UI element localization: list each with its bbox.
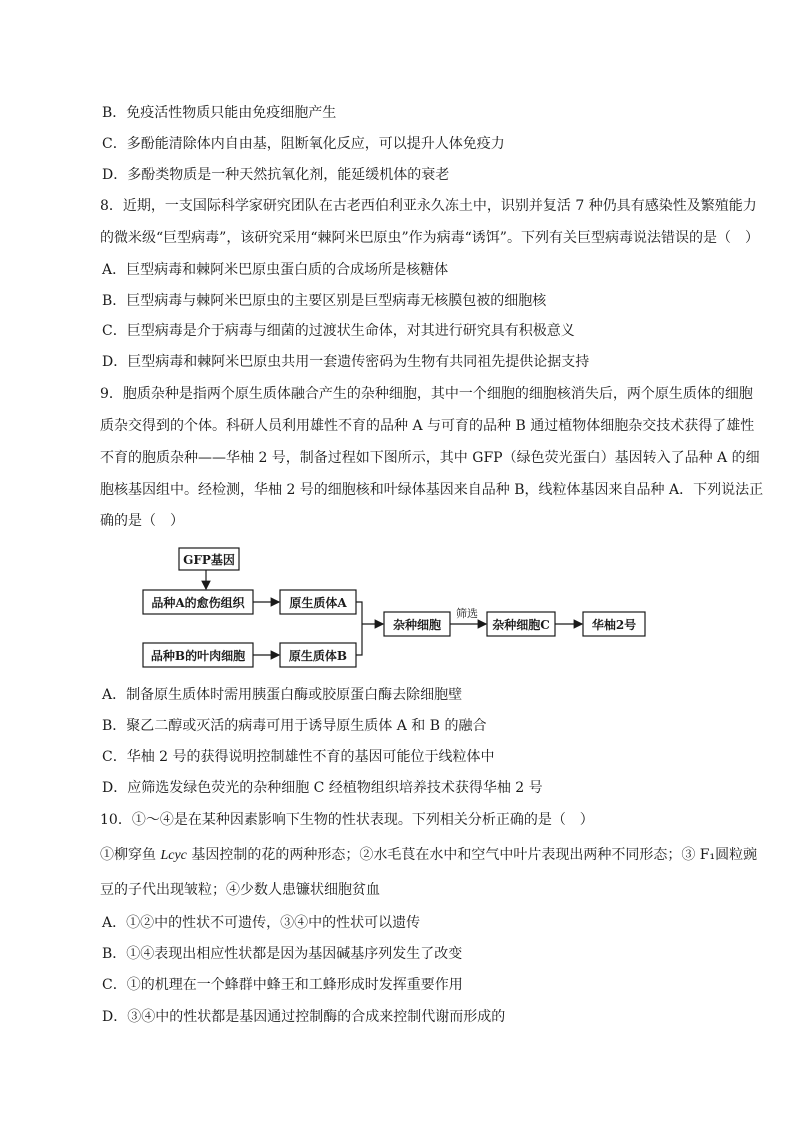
q10-gene-lcyc: Lcyc (160, 848, 187, 863)
q10-option-a: A．①②中的性状不可遗传，③④中的性状可以遗传 (102, 915, 421, 931)
q8-option-c: C．巨型病毒是介于病毒与细菌的过渡状生命体，对其进行研究具有积极意义 (102, 323, 575, 339)
q10-trait-rest: 基因控制的花的两种形态；②水毛茛在水中和空气中叶片表现出两种不同形态；③ F₁圆粒豌 (186, 847, 758, 863)
q10-traits-line2: 豆的子代出现皱粒；④少数人患镰状细胞贫血 (100, 882, 380, 898)
q10-option-b: B．①④表现出相应性状都是因为基因碱基序列发生了改变 (102, 946, 463, 962)
hybrid-cell-label: 杂种细胞 (392, 618, 442, 632)
q9-option-c: C．华柚 2 号的获得说明控制雄性不育的基因可能位于线粒体中 (102, 749, 495, 765)
q7-option-b: B．免疫活性物质只能由免疫细胞产生 (102, 105, 337, 121)
q10-option-d: D．③④中的性状都是基因通过控制酶的合成来控制代谢而形成的 (102, 1009, 506, 1025)
q8-option-a: A．巨型病毒和棘阿米巴原虫蛋白质的合成场所是核糖体 (102, 262, 449, 278)
screen-label: 筛选 (456, 607, 478, 620)
q9-option-b: B．聚乙二醇或灭活的病毒可用于诱导原生质体 A 和 B 的融合 (102, 718, 487, 734)
q9-flow-diagram (140, 540, 660, 674)
q9-stem-line4: 胞核基因组中。经检测，华柚 2 号的细胞核和叶绿体基因来自品种 B，线粒体基因来自品种 A．下列说法正 (100, 482, 764, 498)
protoplast-a-label: 原生质体A (289, 596, 347, 610)
gfp-gene-label: GFP基因 (183, 553, 235, 567)
q9-stem-line1: 9．胞质杂种是指两个原生质体融合产生的杂种细胞，其中一个细胞的细胞核消失后，两个原生质体的细胞 (100, 386, 753, 402)
q10-option-c: C．①的机理在一个蜂群中蜂王和工蜂形成时发挥重要作用 (102, 977, 463, 993)
leaf-cell-label: 品种B的叶肉细胞 (150, 649, 246, 663)
q9-stem-line2: 质杂交得到的个体。科研人员利用雄性不育的品种 A 与可育的品种 B 通过植物体细胞杂交技术获得了雄性 (100, 418, 755, 434)
q10-stem: 10．①～④是在某种因素影响下生物的性状表现。下列相关分析正确的是（ ） (100, 812, 594, 828)
bracket-protoplasts (356, 602, 362, 655)
q10-trait1-prefix: ①柳穿鱼 (100, 847, 161, 863)
q9-option-a: A．制备原生质体时需用胰蛋白酶或胶原蛋白酶去除细胞壁 (102, 687, 463, 703)
q9-option-d: D．应筛选发绿色荧光的杂种细胞 C 经植物组织培养技术获得华柚 2 号 (102, 780, 543, 796)
huayou-2-label: 华柚2号 (591, 618, 637, 632)
q9-stem-line5: 确的是（ ） (100, 513, 184, 529)
q10-traits-line1 (100, 845, 757, 866)
q7-option-d: D．多酚类物质是一种天然抗氧化剂，能延缓机体的衰老 (102, 167, 450, 183)
q8-option-b: B．巨型病毒与棘阿米巴原虫的主要区别是巨型病毒无核膜包被的细胞核 (102, 293, 547, 309)
q8-stem-line2: 的微米级“巨型病毒”，该研究采用“棘阿米巴原虫”作为病毒“诱饵”。下列有关巨型病毒说法错误的是（ ） (100, 230, 759, 246)
q9-stem-line3: 不育的胞质杂种——华柚 2 号，制备过程如下图所示，其中 GFP（绿色荧光蛋白）基因转入了品种 A 的细 (100, 450, 760, 466)
q8-stem-line1: 8．近期，一支国际科学家研究团队在古老西伯利亚永久冻土中，识别并复活 7 种仍具有感染性及繁殖能力 (100, 198, 757, 214)
protoplast-b-label: 原生质体B (288, 649, 348, 663)
callus-label: 品种A的愈伤组织 (151, 596, 245, 610)
q8-option-d: D．巨型病毒和棘阿米巴原虫共用一套遗传密码为生物有共同祖先提供论据支持 (102, 354, 590, 370)
q7-option-c: C．多酚能清除体内自由基，阻断氧化反应，可以提升人体免疫力 (102, 136, 505, 152)
hybrid-cell-c-label: 杂种细胞C (492, 618, 550, 632)
